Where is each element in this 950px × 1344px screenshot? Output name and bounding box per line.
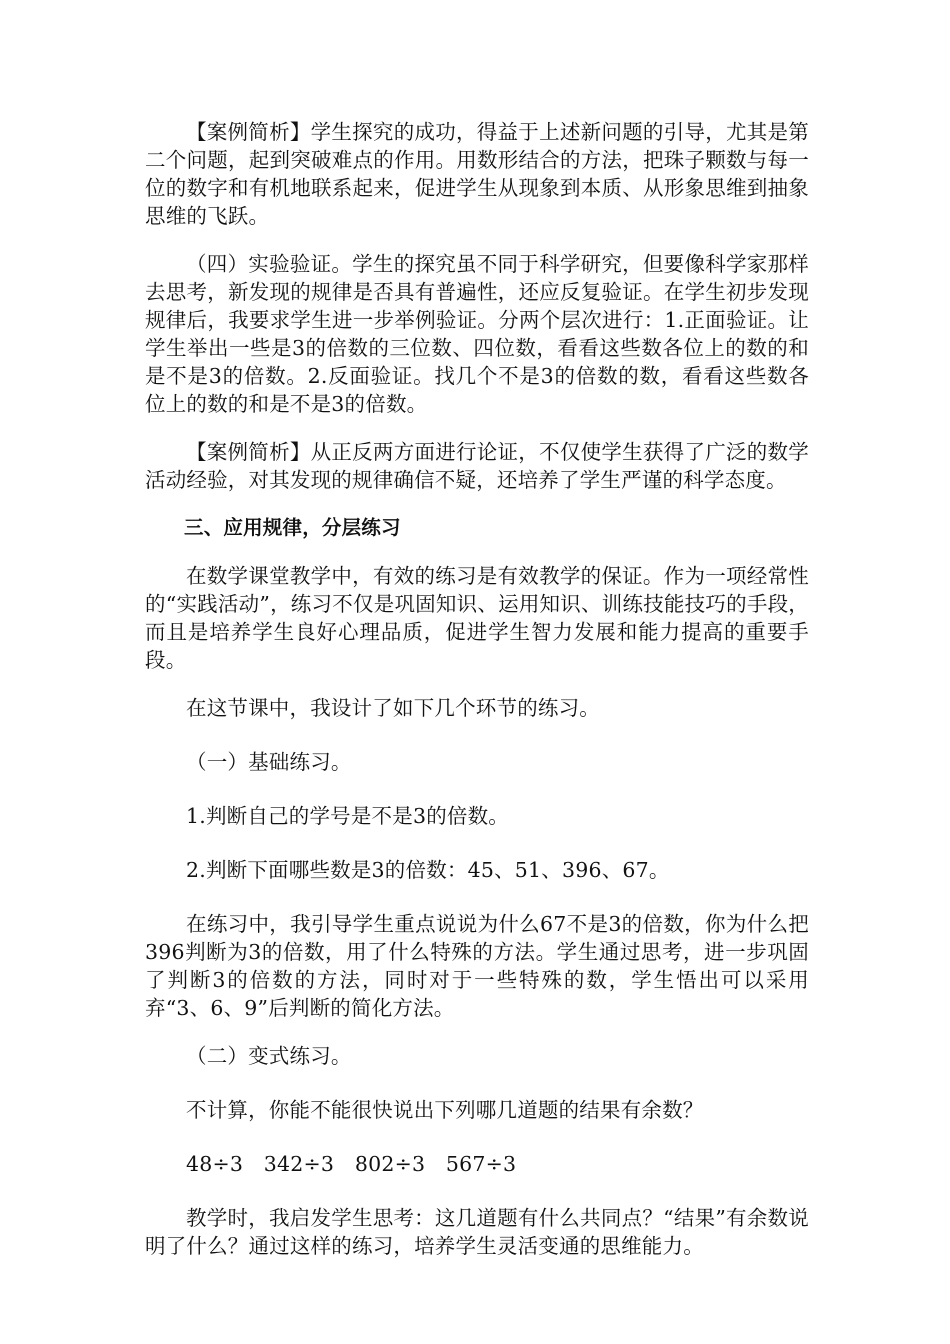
division-problems: 48÷3 342÷3 802÷3 567÷3 <box>186 1152 517 1176</box>
case-analysis-paragraph-2: 【案例简析】从正反两方面进行论证，不仅使学生获得了广泛的数学活动经验，对其发现的规律确信不疑，还培养了学生严谨的科学态度。 <box>145 440 809 492</box>
variant-practice-heading: （二）变式练习。 <box>186 1044 352 1068</box>
exercise-item-1: 1.判断自己的学号是不是3的倍数。 <box>186 804 510 828</box>
basic-practice-heading: （一）基础练习。 <box>186 750 352 774</box>
teaching-reflection-paragraph: 教学时，我启发学生思考：这几道题有什么共同点？“结果”有余数说明了什么？通过这样的练习，培养学生灵活变通的思维能力。 <box>145 1206 809 1258</box>
section-heading: 三、应用规律，分层练习 <box>184 516 401 539</box>
experiment-verification-paragraph: （四）实验验证。学生的探究虽不同于科学研究，但要像科学家那样去思考，新发现的规律是否具有普遍性，还应反复验证。在学生初步发现规律后，我要求学生进一步举例验证。分两个层次进行：1.正面验证。让学生举出一些是3的倍数的三位数、四位数，看看这些数各位上的数的和是不是3的倍数。2.反面验证。找几个不是3的倍数的数，看看这些数各位上的数的和是不是3的倍数。 <box>145 252 809 416</box>
practice-design-paragraph: 在这节课中，我设计了如下几个环节的练习。 <box>186 696 600 720</box>
case-analysis-paragraph-1: 【案例简析】学生探究的成功，得益于上述新问题的引导，尤其是第二个问题，起到突破难点的作用。用数形结合的方法，把珠子颗数与每一位的数字和有机地联系起来，促进学生从现象到本质、从形象思维到抽象思维的飞跃。 <box>145 120 809 228</box>
variant-question: 不计算，你能不能很快说出下列哪几道题的结果有余数？ <box>186 1098 704 1122</box>
practice-discussion-paragraph: 在练习中，我引导学生重点说说为什么67不是3的倍数，你为什么把396判断为3的倍数，用了什么特殊的方法。学生通过思考，进一步巩固了判断3的倍数的方法，同时对于一些特殊的数，学生悟出可以采用弃“3、6、9”后判断的简化方法。 <box>145 912 809 1020</box>
practice-intro-paragraph: 在数学课堂教学中，有效的练习是有效教学的保证。作为一项经常性的“实践活动”，练习不仅是巩固知识、运用知识、训练技能技巧的手段，而且是培养学生良好心理品质，促进学生智力发展和能力提高的重要手段。 <box>145 564 809 672</box>
exercise-item-2: 2.判断下面哪些数是3的倍数：45、51、396、67。 <box>186 858 670 882</box>
document-body <box>145 118 809 1280</box>
